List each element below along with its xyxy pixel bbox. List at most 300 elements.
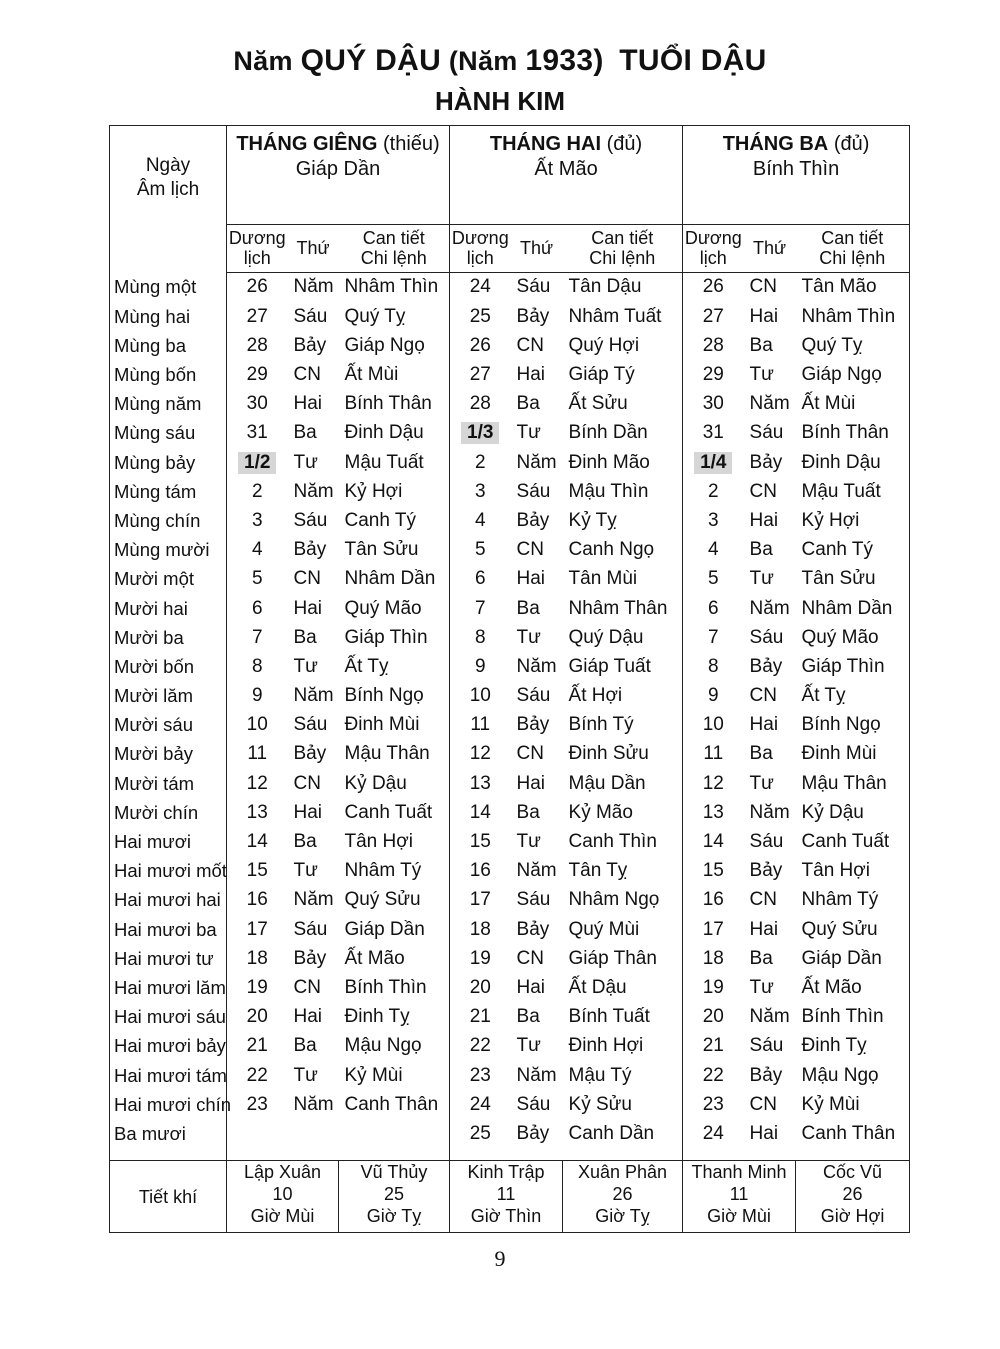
weekday-cell: Ba [749, 947, 773, 969]
can-chi-cell: Bính Dần [563, 419, 683, 448]
solar-date-cell: 15 [702, 860, 724, 882]
table-row [110, 798, 910, 827]
solar-date-cell: 9 [707, 685, 719, 707]
can-chi-cell: Nhâm Ngọ [563, 886, 683, 915]
tiet-khi-day: 25 [383, 1184, 405, 1204]
solar-date-cell: 6 [251, 597, 263, 619]
page-number: 9 [494, 1246, 506, 1271]
weekday-cell: Ba [516, 597, 540, 619]
can-chi-cell: Tân Hợi [796, 857, 910, 886]
solar-date-cell: 16 [469, 860, 491, 882]
weekday-cell: Ba [293, 831, 317, 853]
weekday-cell: Bảy [293, 947, 327, 969]
tiet-khi-day: 26 [842, 1184, 863, 1204]
can-chi-cell: Bính Thìn [339, 973, 450, 1002]
solar-date-cell: 30 [246, 393, 268, 415]
lunar-day-label: Hai mươi bảy [110, 1032, 227, 1061]
tiet-khi-hour: Giờ Mùi [707, 1206, 771, 1226]
weekday-cell: Tư [293, 1064, 318, 1086]
can-chi-cell: Đinh Tỵ [796, 1032, 910, 1061]
solar-date-cell: 7 [707, 626, 719, 648]
weekday-cell: Hai [516, 364, 546, 386]
col-duong-lich-1: Dương lịch [227, 224, 288, 272]
can-chi-cell: Canh Thân [339, 1090, 450, 1119]
solar-date-cell: 14 [702, 831, 724, 853]
can-chi-cell: Ất Hợi [563, 682, 683, 711]
can-chi-cell: Đinh Mùi [339, 711, 450, 740]
solar-date-cell: 10 [469, 685, 491, 707]
lunar-day-label: Mùng sáu [110, 419, 227, 448]
can-chi-cell: Canh Thân [796, 1119, 910, 1154]
weekday-cell [288, 1119, 339, 1154]
table-row [110, 477, 910, 506]
table-row [110, 448, 910, 477]
table-row [110, 565, 910, 594]
can-chi-cell: Mậu Thân [796, 769, 910, 798]
lunar-day-label: Hai mươi mốt [110, 857, 227, 886]
weekday-cell: CN [749, 480, 777, 502]
lunar-day-label: Hai mươi lăm [110, 973, 227, 1002]
tiet-khi-day: 11 [496, 1184, 516, 1204]
lunar-day-label: Mùng ba [110, 331, 227, 360]
weekday-cell: Năm [749, 801, 790, 823]
table-row [110, 886, 910, 915]
tiet-khi-row [110, 1161, 910, 1233]
weekday-cell: CN [516, 947, 544, 969]
can-chi-cell [339, 1119, 450, 1154]
lunar-day-label: Hai mươi hai [110, 886, 227, 915]
lunar-day-label: Hai mươi tư [110, 944, 227, 973]
page-title [0, 44, 1000, 78]
weekday-cell: Sáu [516, 1093, 551, 1115]
can-chi-cell: Kỷ Mùi [339, 1061, 450, 1090]
table-row [110, 1061, 910, 1090]
weekday-cell: Năm [293, 480, 334, 502]
tiet-khi-cell [227, 1161, 339, 1233]
weekday-cell: Sáu [516, 685, 551, 707]
weekday-cell: Năm [749, 393, 790, 415]
lunar-day-label: Mùng mười [110, 536, 227, 565]
solar-date-cell: 29 [246, 364, 268, 386]
solar-date-cell: 3 [474, 480, 486, 502]
can-chi-cell: Ất Dậu [563, 973, 683, 1002]
weekday-cell: Sáu [749, 422, 784, 444]
can-chi-cell: Kỷ Dậu [339, 769, 450, 798]
lunar-day-label: Mùng chín [110, 506, 227, 535]
weekday-cell: Sáu [293, 918, 328, 940]
weekday-cell: Hai [749, 1122, 779, 1144]
weekday-cell: CN [293, 772, 321, 794]
lunar-day-label: Mười bốn [110, 652, 227, 681]
col-thu-3: Thứ [744, 224, 796, 272]
weekday-cell: Năm [516, 1064, 557, 1086]
title-year-text: (Năm [448, 46, 518, 76]
weekday-cell: Tư [293, 860, 318, 882]
solar-date-cell [683, 448, 744, 477]
weekday-cell: Bảy [293, 743, 327, 765]
lunar-day-label: Mùng tám [110, 477, 227, 506]
can-chi-cell: Giáp Ngọ [339, 331, 450, 360]
weekday-cell: Năm [516, 451, 557, 473]
lunar-day-label: Mười lăm [110, 682, 227, 711]
weekday-cell: Sáu [516, 276, 551, 298]
weekday-cell: Bảy [293, 539, 327, 561]
table-row [110, 915, 910, 944]
month-start-highlight: 1/4 [694, 452, 732, 474]
weekday-cell: Hai [516, 772, 546, 794]
weekday-cell: Năm [293, 685, 334, 707]
weekday-cell: CN [749, 1093, 777, 1115]
solar-date-cell: 28 [702, 334, 724, 356]
month-3-name: THÁNG BA [722, 133, 829, 155]
solar-date-cell: 25 [469, 305, 491, 327]
can-chi-cell: Mậu Ngọ [796, 1061, 910, 1090]
weekday-cell: Tư [516, 422, 541, 444]
solar-date-cell: 3 [251, 509, 263, 531]
solar-date-cell: 8 [707, 655, 719, 677]
solar-date-cell: 26 [702, 276, 724, 298]
solar-date-cell: 28 [469, 393, 491, 415]
solar-date-cell: 11 [703, 743, 724, 765]
tiet-khi-label: Tiết khí [110, 1161, 227, 1233]
weekday-cell: CN [293, 976, 321, 998]
table-row [110, 973, 910, 1002]
can-chi-cell: Bính Ngọ [339, 682, 450, 711]
weekday-cell: Tư [293, 655, 318, 677]
weekday-cell: Hai [749, 509, 779, 531]
month-start-highlight: 1/3 [461, 422, 499, 444]
can-chi-cell: Quý Mão [796, 623, 910, 652]
weekday-cell: Năm [293, 1093, 334, 1115]
tiet-khi-name: Kinh Trập [467, 1162, 545, 1182]
can-chi-cell: Tân Hợi [339, 827, 450, 856]
can-chi-cell: Kỷ Mùi [796, 1090, 910, 1119]
can-chi-cell: Ất Tỵ [796, 682, 910, 711]
tiet-khi-name: Xuân Phân [577, 1162, 668, 1182]
can-chi-cell: Bính Tý [563, 711, 683, 740]
can-chi-cell: Canh Dần [563, 1119, 683, 1154]
table-row [110, 1032, 910, 1061]
tiet-khi-name: Thanh Minh [691, 1162, 787, 1182]
lunar-day-label: Ba mươi [110, 1119, 227, 1154]
can-chi-cell: Giáp Ngọ [796, 360, 910, 389]
weekday-cell: Tư [516, 1035, 541, 1057]
solar-date-cell: 16 [702, 889, 724, 911]
solar-date-cell: 19 [702, 976, 724, 998]
can-chi-cell: Nhâm Tý [796, 886, 910, 915]
table-row [110, 506, 910, 535]
solar-date-cell: 2 [251, 480, 263, 502]
weekday-cell: Bảy [749, 860, 783, 882]
ngay-label: Ngày [145, 155, 191, 176]
weekday-cell: Tư [293, 451, 318, 473]
title-can-chi: QUÝ DẬU [300, 44, 442, 77]
weekday-cell: Bảy [749, 451, 783, 473]
weekday-cell: Ba [293, 626, 317, 648]
can-chi-cell: Canh Tuất [796, 827, 910, 856]
table-row [110, 1003, 910, 1032]
can-chi-cell: Mậu Tuất [796, 477, 910, 506]
tiet-khi-cell [796, 1161, 910, 1233]
month-2-note: (đủ) [606, 133, 643, 155]
can-chi-cell: Mậu Dần [563, 769, 683, 798]
lunar-day-label: Hai mươi chín [110, 1090, 227, 1119]
month-header-3 [683, 126, 910, 225]
solar-date-cell: 22 [702, 1064, 724, 1086]
weekday-cell: CN [293, 364, 321, 386]
table-row [110, 302, 910, 331]
weekday-cell: CN [293, 568, 321, 590]
weekday-cell: Ba [516, 801, 540, 823]
solar-date-cell: 2 [474, 451, 486, 473]
table-row [110, 652, 910, 681]
can-chi-cell: Kỷ Sửu [563, 1090, 683, 1119]
solar-date-cell: 24 [702, 1122, 724, 1144]
can-chi-cell: Canh Tuất [339, 798, 450, 827]
weekday-cell: CN [749, 685, 777, 707]
table-row [110, 272, 910, 302]
can-chi-cell: Nhâm Dần [796, 594, 910, 623]
can-chi-cell: Quý Sửu [796, 915, 910, 944]
weekday-cell: Sáu [293, 305, 328, 327]
solar-date-cell: 6 [474, 568, 486, 590]
lunar-day-label: Mười một [110, 565, 227, 594]
can-chi-cell: Canh Ngọ [563, 536, 683, 565]
solar-date-cell: 4 [707, 539, 719, 561]
month-header-2 [450, 126, 683, 225]
weekday-cell: Hai [516, 976, 546, 998]
can-chi-cell: Canh Tý [339, 506, 450, 535]
weekday-cell: Năm [516, 655, 557, 677]
can-chi-cell: Giáp Dần [796, 944, 910, 973]
solar-date-cell: 19 [246, 976, 268, 998]
weekday-cell: Ba [293, 422, 317, 444]
month-start-highlight: 1/2 [238, 452, 276, 474]
col-duong-lich-2: Dương lịch [450, 224, 511, 272]
can-chi-cell: Quý Tỵ [796, 331, 910, 360]
can-chi-cell: Ất Sửu [563, 390, 683, 419]
weekday-cell: Bảy [516, 918, 550, 940]
solar-date-cell: 29 [702, 364, 724, 386]
solar-date-cell: 21 [246, 1035, 268, 1057]
solar-date-cell: 5 [707, 568, 719, 590]
solar-date-cell: 13 [246, 801, 268, 823]
weekday-cell: Bảy [516, 1122, 550, 1144]
solar-date-cell: 20 [469, 976, 491, 998]
title-prefix: Năm [233, 46, 293, 76]
solar-date-cell: 27 [469, 364, 491, 386]
solar-date-cell: 12 [246, 772, 268, 794]
solar-date-cell: 19 [469, 947, 491, 969]
weekday-cell: Năm [516, 860, 557, 882]
weekday-cell: Tư [516, 831, 541, 853]
lunar-day-label: Mùng bảy [110, 448, 227, 477]
month-header-1 [227, 126, 450, 225]
table-row [110, 623, 910, 652]
can-chi-cell: Tân Mùi [563, 565, 683, 594]
solar-date-cell: 17 [702, 918, 724, 940]
weekday-cell: Hai [749, 714, 779, 736]
can-chi-cell: Bính Thìn [796, 1003, 910, 1032]
table-row [110, 1090, 910, 1119]
solar-date-cell: 17 [246, 918, 268, 940]
can-chi-cell: Quý Mùi [563, 915, 683, 944]
tiet-khi-day: 10 [272, 1184, 293, 1204]
solar-date-cell: 25 [469, 1122, 491, 1144]
title-tuoi: TUỔI DẬU [619, 44, 767, 77]
can-chi-cell: Mậu Thân [339, 740, 450, 769]
tiet-khi-cell [339, 1161, 450, 1233]
table-row [110, 594, 910, 623]
can-chi-cell: Quý Dậu [563, 623, 683, 652]
col-thu-1: Thứ [288, 224, 339, 272]
can-chi-cell: Giáp Tý [563, 360, 683, 389]
solar-date-cell: 13 [702, 801, 724, 823]
can-chi-cell: Tân Tỵ [563, 857, 683, 886]
tiet-khi-cell [450, 1161, 563, 1233]
solar-date-cell: 14 [246, 831, 268, 853]
can-chi-cell: Nhâm Thân [563, 594, 683, 623]
can-chi-cell: Mậu Ngọ [339, 1032, 450, 1061]
weekday-cell: Năm [749, 597, 790, 619]
solar-date-cell: 4 [474, 509, 486, 531]
table-row [110, 711, 910, 740]
table-row [110, 1119, 910, 1154]
weekday-cell: Ba [293, 1035, 317, 1057]
can-chi-cell: Tân Sửu [339, 536, 450, 565]
can-chi-cell: Bính Thân [796, 419, 910, 448]
solar-date-cell: 22 [246, 1064, 268, 1086]
col-duong-lich-3: Dương lịch [683, 224, 744, 272]
solar-date-cell: 26 [469, 334, 491, 356]
weekday-cell: Sáu [749, 1035, 784, 1057]
can-chi-cell: Mậu Tuất [339, 448, 450, 477]
weekday-cell: Sáu [516, 480, 551, 502]
can-chi-cell: Quý Hợi [563, 331, 683, 360]
table-row [110, 857, 910, 886]
solar-date-cell: 15 [469, 831, 491, 853]
solar-date-cell: 23 [702, 1093, 724, 1115]
tiet-khi-name: Vũ Thủy [360, 1162, 428, 1182]
solar-date-cell: 15 [246, 860, 268, 882]
can-chi-cell: Giáp Dần [339, 915, 450, 944]
solar-date-cell: 16 [246, 889, 268, 911]
can-chi-cell: Giáp Thìn [796, 652, 910, 681]
weekday-cell: Ba [749, 334, 773, 356]
weekday-cell: Sáu [293, 714, 328, 736]
lunar-day-label: Mùng hai [110, 302, 227, 331]
weekday-cell: Bảy [516, 305, 550, 327]
can-chi-cell: Nhâm Dần [339, 565, 450, 594]
solar-date-cell: 6 [707, 597, 719, 619]
lunar-day-label: Mười bảy [110, 740, 227, 769]
solar-date-cell: 10 [246, 714, 268, 736]
can-chi-cell: Bính Tuất [563, 1003, 683, 1032]
weekday-cell: Tư [749, 976, 774, 998]
lunar-day-label: Hai mươi [110, 827, 227, 856]
solar-date-cell: 8 [474, 626, 486, 648]
month-2-name: THÁNG HAI [489, 133, 601, 155]
table-row [110, 827, 910, 856]
month-2-canchi: Ất Mão [534, 158, 598, 180]
weekday-cell: Hai [293, 393, 323, 415]
solar-date-cell: 2 [707, 480, 719, 502]
solar-date-cell: 20 [246, 1006, 268, 1028]
lunar-day-label: Mười ba [110, 623, 227, 652]
solar-date-cell: 13 [469, 772, 491, 794]
weekday-cell: Bảy [516, 714, 550, 736]
can-chi-cell: Đinh Dậu [796, 448, 910, 477]
can-chi-cell: Tân Dậu [563, 272, 683, 302]
can-chi-cell: Ất Mão [796, 973, 910, 1002]
solar-date-cell: 12 [702, 772, 724, 794]
page-subtitle: HÀNH KIM [435, 86, 565, 116]
tiet-khi-hour: Giờ Mùi [250, 1206, 315, 1226]
weekday-cell: Sáu [749, 831, 784, 853]
solar-date-cell: 23 [469, 1064, 491, 1086]
solar-date-cell: 18 [702, 947, 724, 969]
weekday-cell: Năm [293, 889, 334, 911]
solar-date-cell: 20 [702, 1006, 724, 1028]
solar-date-cell: 27 [246, 305, 268, 327]
weekday-cell: Ba [516, 1006, 540, 1028]
weekday-cell: Hai [293, 1006, 323, 1028]
solar-date-cell: 14 [469, 801, 491, 823]
am-lich-label: Âm lịch [136, 179, 200, 200]
solar-date-cell: 3 [707, 509, 719, 531]
table-row [110, 331, 910, 360]
can-chi-cell: Kỷ Tỵ [563, 506, 683, 535]
solar-date-cell: 26 [246, 276, 268, 298]
can-chi-cell: Đinh Sửu [563, 740, 683, 769]
can-chi-cell: Quý Sửu [339, 886, 450, 915]
can-chi-cell: Đinh Mão [563, 448, 683, 477]
lunar-day-label: Mùng năm [110, 390, 227, 419]
can-chi-cell: Tân Mão [796, 272, 910, 302]
lunar-day-label: Hai mươi ba [110, 915, 227, 944]
weekday-cell: Năm [293, 276, 334, 298]
can-chi-cell: Nhâm Tuất [563, 302, 683, 331]
can-chi-cell: Kỷ Hợi [796, 506, 910, 535]
weekday-cell: Bảy [516, 509, 550, 531]
weekday-cell: Tư [516, 626, 541, 648]
can-chi-cell: Nhâm Thìn [796, 302, 910, 331]
solar-date-cell: 11 [247, 743, 268, 765]
month-1-name: THÁNG GIÊNG [236, 133, 378, 155]
solar-date-cell: 22 [469, 1035, 491, 1057]
table-row [110, 769, 910, 798]
weekday-cell: CN [749, 276, 777, 298]
lunar-day-label: Mùng bốn [110, 360, 227, 389]
solar-date-cell: 4 [251, 539, 263, 561]
solar-date-cell: 7 [474, 597, 486, 619]
solar-date-cell: 24 [469, 276, 491, 298]
tiet-khi-hour: Giờ Thìn [470, 1206, 542, 1226]
weekday-cell: Sáu [749, 626, 784, 648]
weekday-cell: Ba [516, 393, 540, 415]
solar-date-cell: 9 [474, 655, 486, 677]
can-chi-cell: Ất Mùi [796, 390, 910, 419]
table-row [110, 682, 910, 711]
weekday-cell: Ba [749, 743, 773, 765]
month-3-canchi: Bính Thìn [752, 158, 840, 180]
can-chi-cell: Mậu Tý [563, 1061, 683, 1090]
can-chi-cell: Kỷ Hợi [339, 477, 450, 506]
solar-date-cell: 18 [469, 918, 491, 940]
can-chi-cell: Bính Ngọ [796, 711, 910, 740]
weekday-cell: Ba [749, 539, 773, 561]
ngay-am-lich-header [110, 126, 227, 273]
